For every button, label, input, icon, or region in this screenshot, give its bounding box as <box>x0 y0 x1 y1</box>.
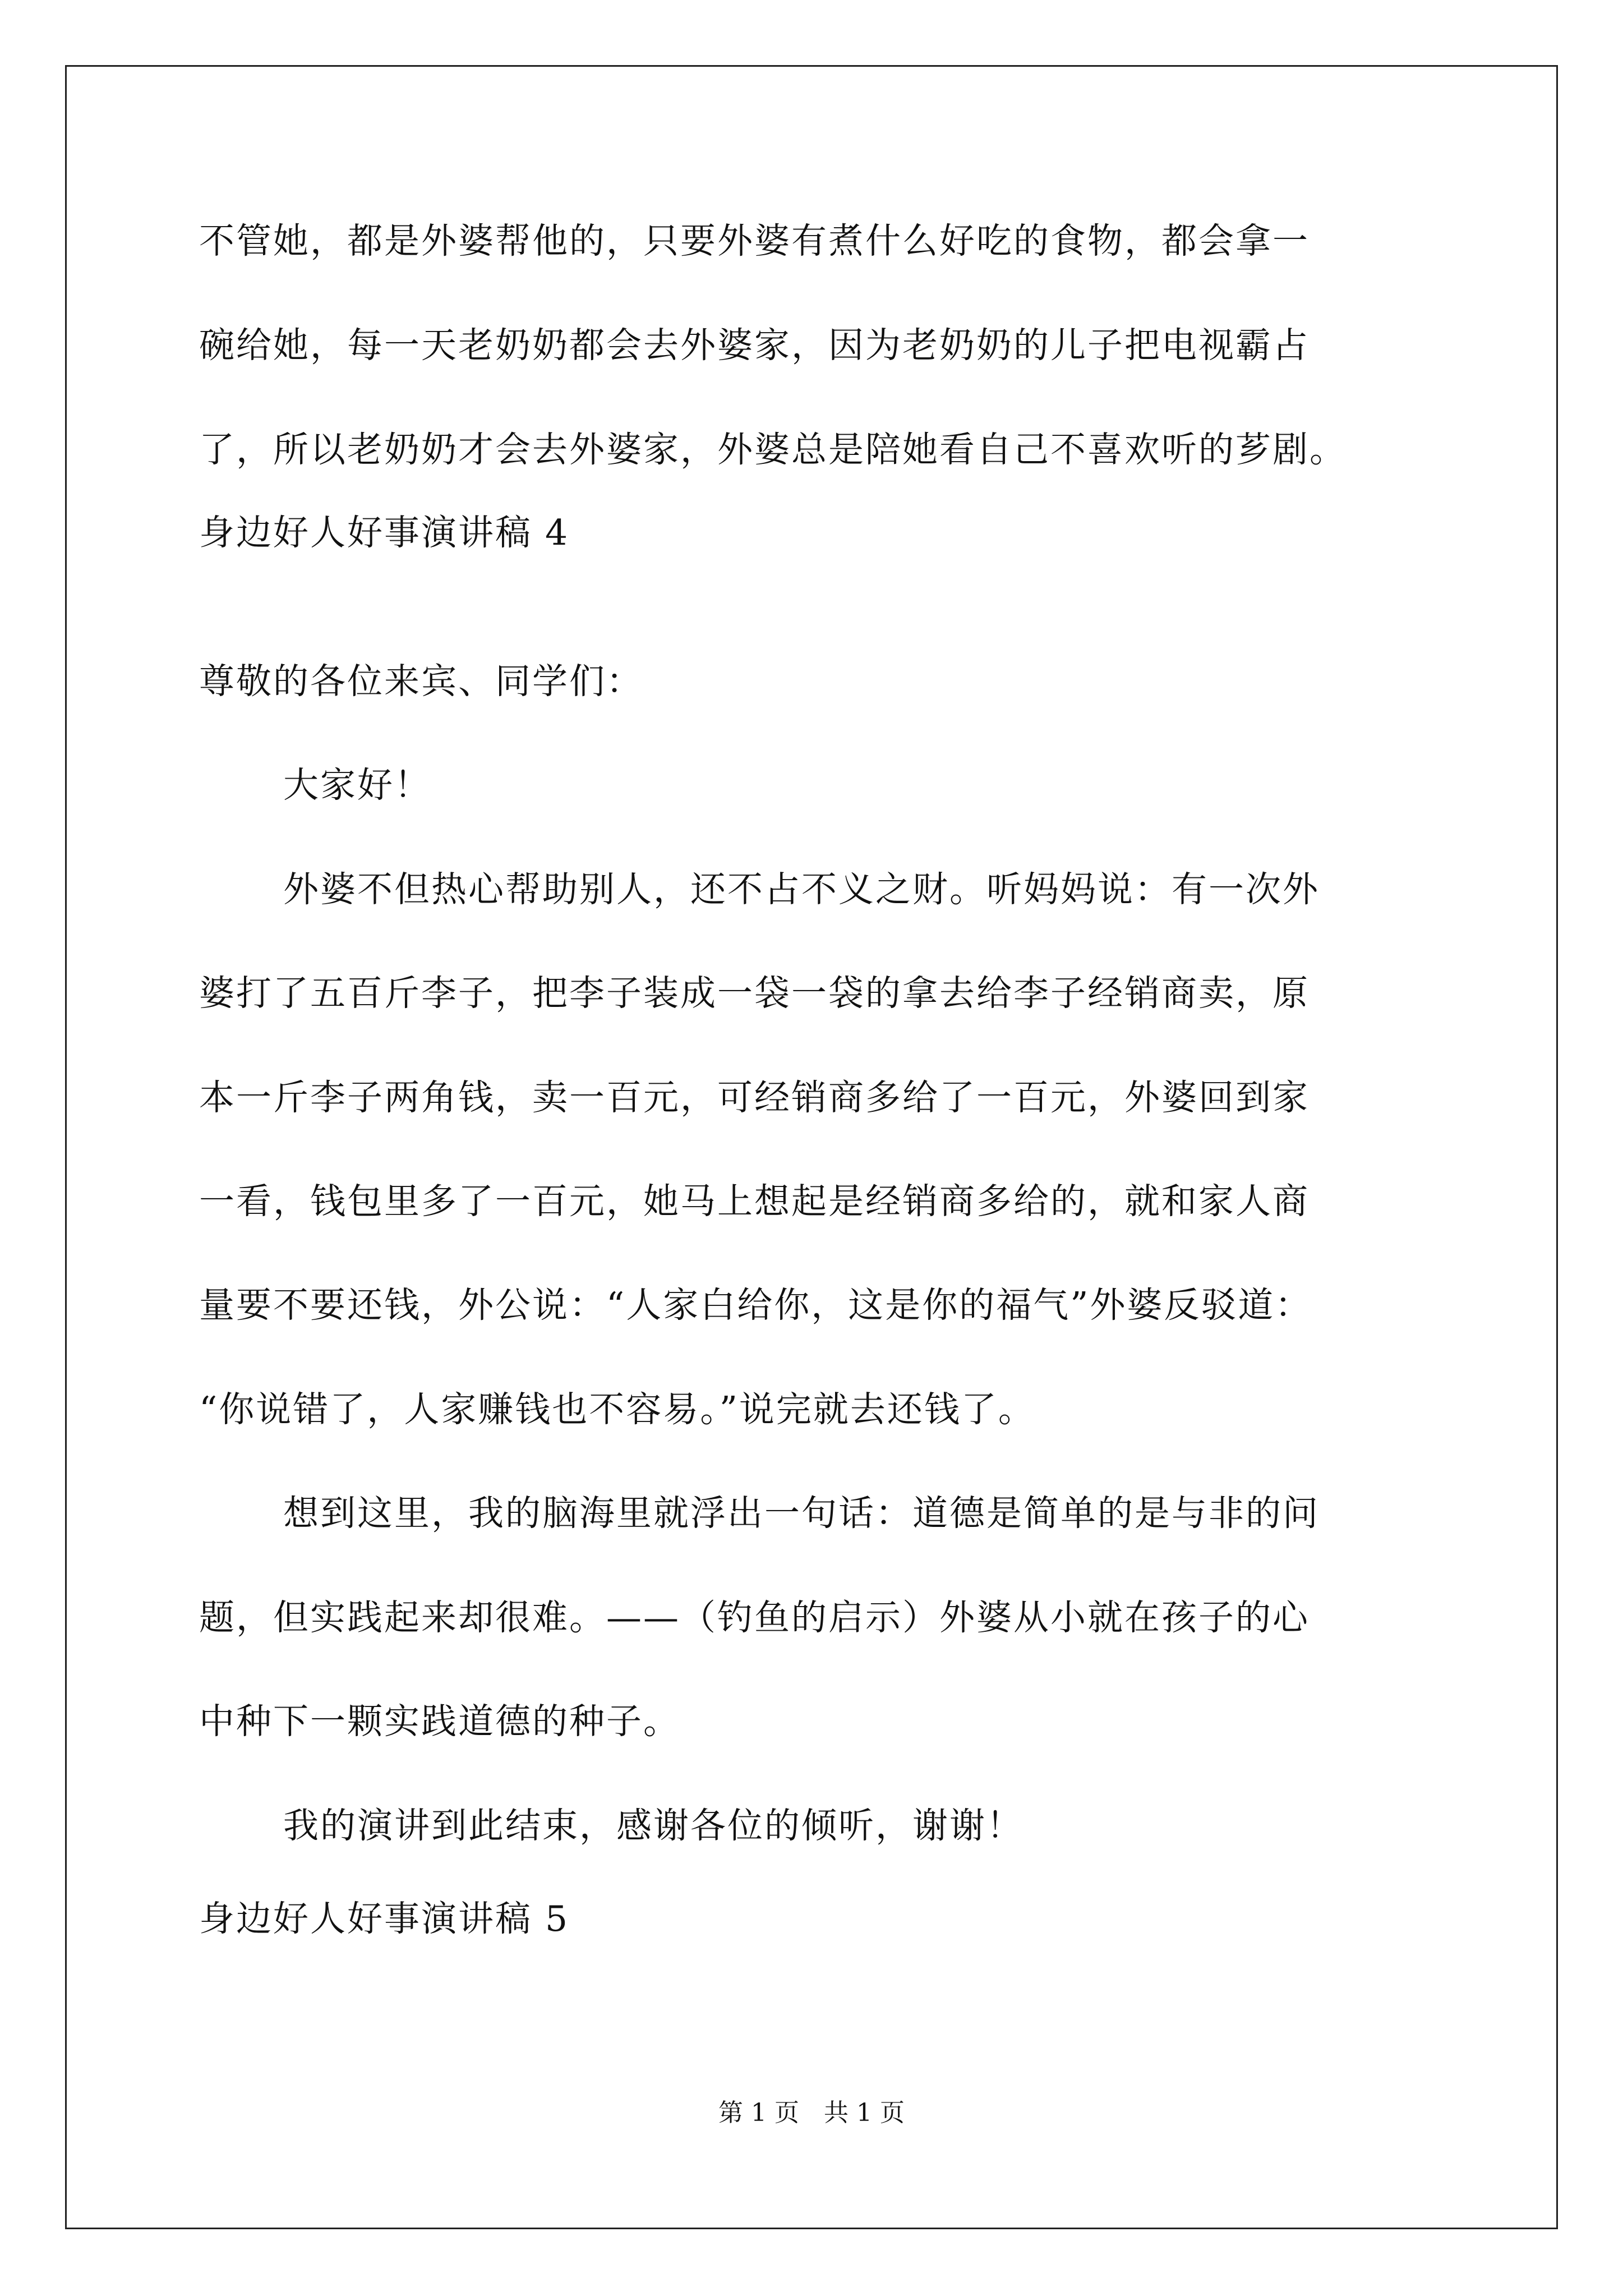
body-line: “你说错了，人家赚钱也不容易。”说完就去还钱了。 <box>199 1389 1035 1430</box>
salutation: 尊敬的各位来宾、同学们： <box>199 661 643 702</box>
body-line: 题，但实践起来却很难。——（钓鱼的启示）外婆从小就在孩子的心 <box>199 1597 1310 1638</box>
body-line: 碗给她，每一天老奶奶都会去外婆家，因为老奶奶的儿子把电视霸占 <box>199 325 1310 366</box>
greeting: 大家好！ <box>283 765 431 806</box>
page-footer: 第 1 页 共 1 页 <box>718 2099 905 2127</box>
body-line: 中种下一颗实践道德的种子。 <box>199 1701 680 1742</box>
body-line: 量要不要还钱，外公说：“人家白给你，这是你的福气”外婆反驳道： <box>199 1285 1312 1326</box>
closing-line: 我的演讲到此结束，感谢各位的倾听，谢谢！ <box>283 1805 1023 1846</box>
section-heading: 身边好人好事演讲稿 5 <box>199 1898 570 1939</box>
body-line: 本一斤李子两角钱，卖一百元，可经销商多给了一百元，外婆回到家 <box>199 1077 1310 1118</box>
body-line: 婆打了五百斤李子，把李子装成一袋一袋的拿去给李子经销商卖，原 <box>199 973 1310 1014</box>
body-line: 想到这里，我的脑海里就浮出一句话：道德是简单的是与非的问 <box>283 1493 1320 1534</box>
section-heading: 身边好人好事演讲稿 4 <box>199 512 570 553</box>
body-line: 了，所以老奶奶才会去外婆家，外婆总是陪她看自己不喜欢听的芗剧。 <box>199 429 1347 470</box>
body-line: 外婆不但热心帮助别人，还不占不义之财。听妈妈说：有一次外 <box>283 869 1320 910</box>
body-line: 一看，钱包里多了一百元，她马上想起是经销商多给的，就和家人商 <box>199 1181 1310 1222</box>
body-line: 不管她，都是外婆帮他的，只要外婆有煮什么好吃的食物，都会拿一 <box>199 220 1310 261</box>
